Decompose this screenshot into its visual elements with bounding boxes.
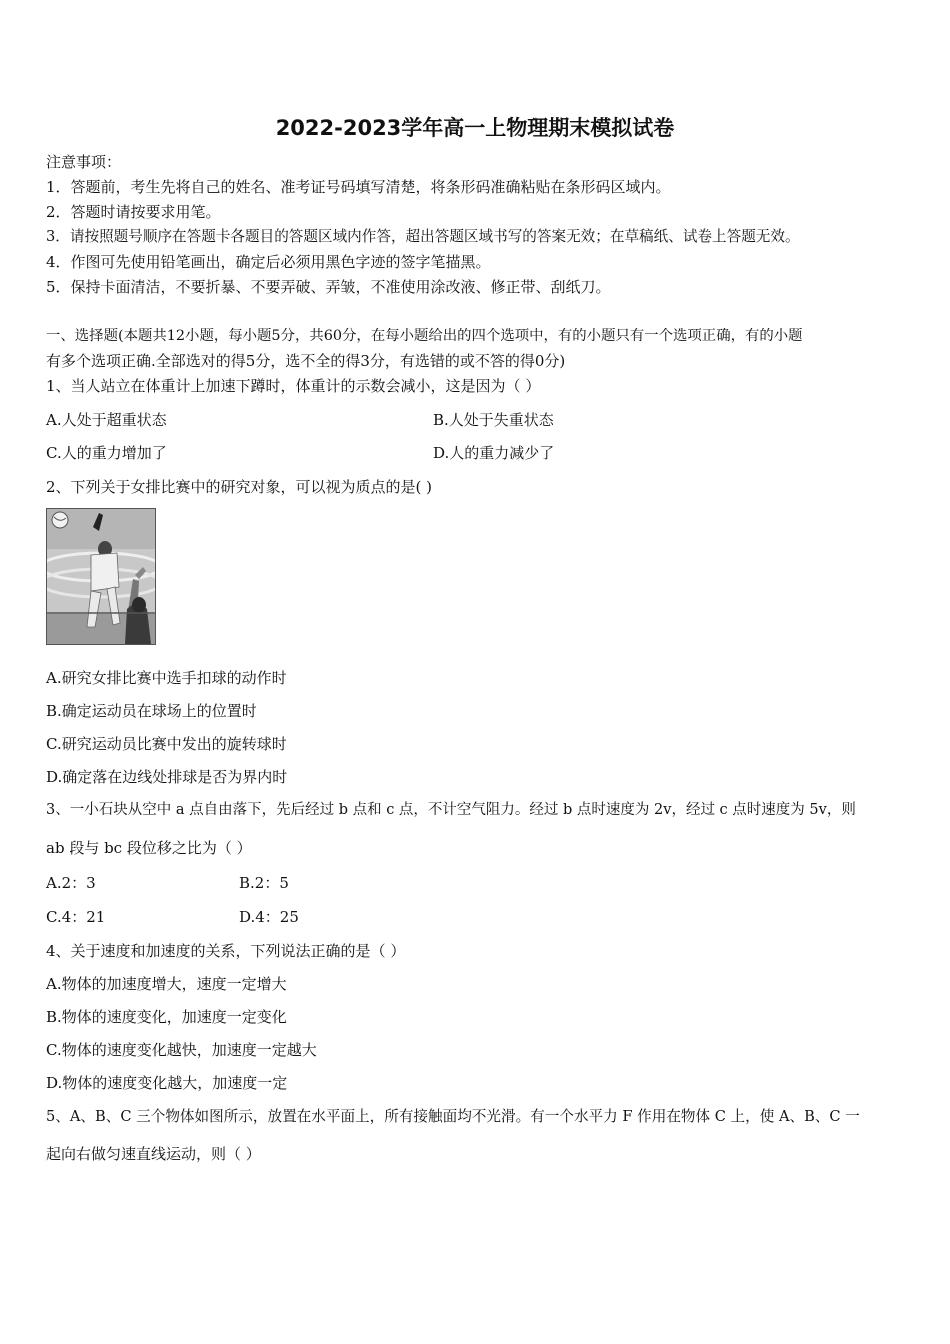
option-a: A.2：3 [46,874,96,892]
section-heading-cont: 有多个选项正确.全部选对的得5分，选不全的得3分，有选错的或不答的得0分) [46,352,566,370]
question-3-stem: 3、一小石块从空中 a 点自由落下，先后经过 b 点和 c 点，不计空气阻力。经过 b 点时速度为 2v，经过 c 点时速度为 5v，则 [46,802,856,818]
option-c: C.人的重力增加了 [46,444,167,462]
notice-item: 4．作图可先使用铅笔画出，确定后必须用黑色字迹的签字笔描黑。 [46,253,491,271]
notice-item: 3．请按照题号顺序在答题卡各题目的答题区域内作答，超出答题区域书写的答案无效；在草稿纸、试卷上答题无效。 [46,228,800,245]
section-heading: 一、选择题(本题共12小题，每小题5分，共60分，在每小题给出的四个选项中，有的小题只有一个选项正确，有的小题 [46,328,803,344]
option-c: C.4：21 [46,908,106,926]
option-a: A.物体的加速度增大，速度一定增大 [46,975,287,993]
notice-heading: 注意事项： [46,153,122,171]
option-d: D.物体的速度变化越大，加速度一定 [46,1074,288,1092]
option-b: B.物体的速度变化，加速度一定变化 [46,1008,287,1026]
notice-item: 1．答题前，考生先将自己的姓名、准考证号码填写清楚，将条形码准确粘贴在条形码区域内。 [46,178,671,196]
page-title: 2022-2023学年高一上物理期末模拟试卷 [275,116,675,140]
option-d: D.确定落在边线处排球是否为界内时 [46,768,288,786]
notice-item: 5．保持卡面清洁，不要折暴、不要弄破、弄皱，不准使用涂改液、修正带、刮纸刀。 [46,278,611,296]
question-3-stem-cont: ab 段与 bc 段位移之比为（ ） [46,839,252,857]
notice-item: 2．答题时请按要求用笔。 [46,203,221,221]
question-1-stem: 1、当人站立在体重计上加速下蹲时，体重计的示数会减小，这是因为（ ） [46,377,541,395]
question-4-stem: 4、关于速度和加速度的关系，下列说法正确的是（ ） [46,942,406,960]
option-c: C.研究运动员比赛中发出的旋转球时 [46,735,287,753]
question-5-stem: 5、A、B、C 三个物体如图所示，放置在水平面上，所有接触面均不光滑。有一个水平力 F 作用在物体 C 上，使 A、B、C 一 [46,1108,860,1125]
question-2-stem: 2、下列关于女排比赛中的研究对象，可以视为质点的是( ) [46,478,433,496]
option-c: C.物体的速度变化越快，加速度一定越大 [46,1041,317,1059]
volleyball-photo [46,508,156,645]
option-b: B.人处于失重状态 [433,411,554,429]
option-b: B.2：5 [239,874,289,892]
option-a: A.研究女排比赛中选手扣球的动作时 [46,669,287,687]
option-d: D.人的重力减少了 [433,444,555,462]
option-d: D.4：25 [239,908,299,926]
option-a: A.人处于超重状态 [46,411,167,429]
option-b: B.确定运动员在球场上的位置时 [46,702,257,720]
question-5-stem-cont: 起向右做匀速直线运动，则（ ） [46,1145,261,1163]
